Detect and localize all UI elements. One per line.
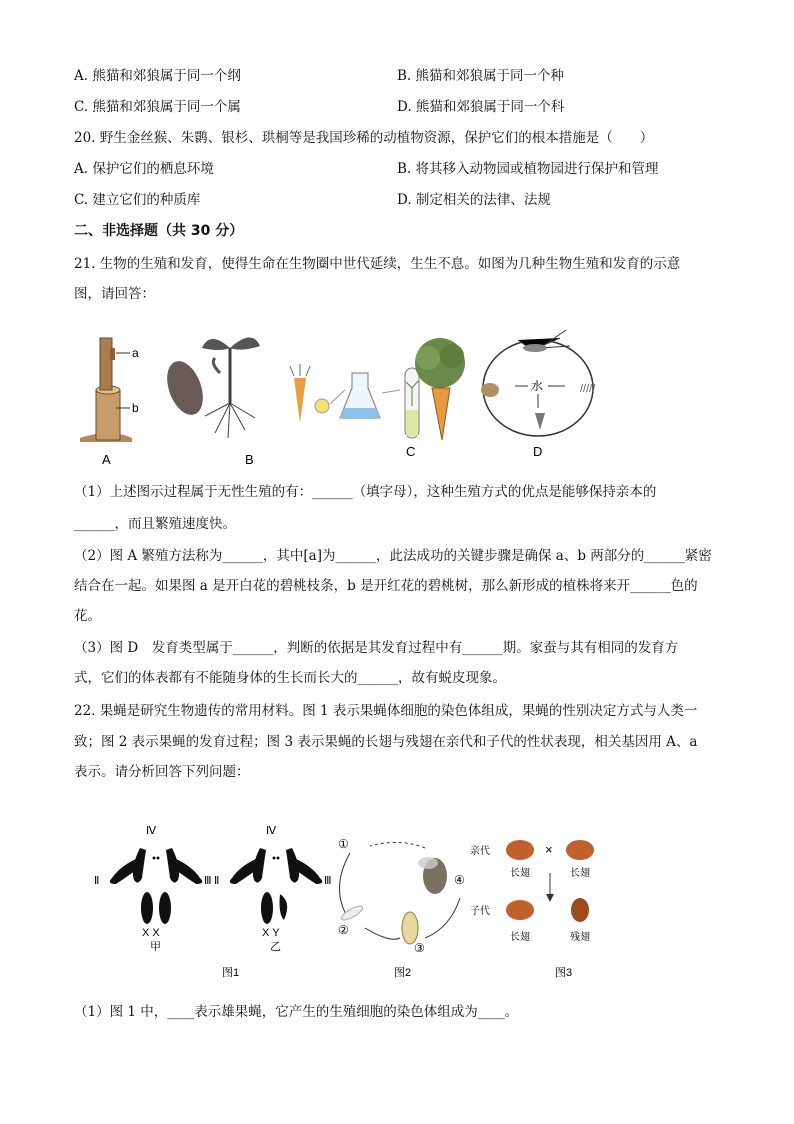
q19-option-a: A. 熊猫和郊狼属于同一个纲 [74, 68, 241, 84]
figure-d-caption: D [533, 444, 543, 459]
fig3-parent2-trait: 长翅 [570, 868, 590, 879]
fig1-yi-label: 乙 [270, 941, 281, 953]
fig2-step2: ② [338, 923, 349, 937]
q19-option-d: D. 熊猫和郊狼属于同一个科 [397, 99, 565, 115]
figure-a-caption: A [102, 452, 111, 467]
q22-part1: （1）图 1 中，____表示雄果蝇，它产生的生殖细胞的染色体组成为____。 [74, 1004, 519, 1020]
fig1-yi-iii: Ⅲ [324, 875, 332, 887]
fig3-offspring1-trait: 长翅 [510, 932, 530, 943]
q21-part2-line3: 花。 [74, 608, 101, 624]
q19-option-b: B. 熊猫和郊狼属于同一个种 [397, 68, 565, 84]
fig1-jia-xx: X X [142, 927, 160, 939]
q21-part1-line2: ______，而且繁殖速度快。 [74, 516, 236, 532]
fig3-parent-label: 亲代 [470, 846, 490, 857]
fig3-cross-symbol: × [545, 842, 553, 857]
fig3-caption: 图3 [555, 967, 573, 979]
q20-option-b: B. 将其移入动物园或植物园进行保护和管理 [397, 161, 659, 177]
fig2-step3: ③ [414, 941, 425, 955]
q20-stem: 20. 野生金丝猴、朱鹮、银杉、珙桐等是我国珍稀的动植物资源，保护它们的根本措施是（ ） [74, 130, 654, 146]
q21-figure [70, 318, 596, 468]
q21-stem-line2: 图，请回答： [74, 286, 155, 302]
q21-part3-line2: 式，它们的体表都有不能随身体的生长而长大的______，故有蜕皮现象。 [74, 670, 506, 686]
fig3-parent1-trait: 长翅 [510, 868, 530, 879]
fig1-yi-ii: Ⅱ [214, 875, 220, 887]
fig1-yi-chromosomes [230, 848, 323, 924]
figure-b-seedling [160, 337, 260, 438]
fig1-jia-chromosomes [110, 848, 203, 924]
q21-part3-line1: （3）图 D 发育类型属于______，判断的依据是其发育过程中有______期。家蚕与其有相同的发育方 [74, 640, 679, 656]
fig1-jia-label: 甲 [150, 941, 161, 953]
fig3-offspring-label: 子代 [470, 906, 490, 917]
q20-option-a: A. 保护它们的栖息环境 [74, 161, 214, 177]
fig1-jia-ii: Ⅱ [94, 875, 100, 887]
section-heading: 二、非选择题（共 30 分） [74, 223, 244, 239]
figure-a-label-a: a [132, 346, 139, 360]
fig1-jia-iv: Ⅳ [146, 825, 157, 837]
q19-option-c: C. 熊猫和郊狼属于同一个属 [74, 99, 241, 115]
q21-part1-line1: （1）上述图示过程属于无性生殖的有：______（填字母），这种生殖方式的优点是能够保持亲本的 [74, 484, 657, 500]
q22-figures [80, 818, 620, 983]
fig3-offspring2-trait: 残翅 [570, 932, 590, 943]
q22-stem-line2: 致；图 2 表示果蝇的发育过程；图 3 表示果蝇的长翅与残翅在亲代和子代的性状表现，相关基因用 A、a [74, 734, 698, 750]
fig1-yi-iv: Ⅳ [266, 825, 277, 837]
svg-text://///: ///// [580, 383, 596, 395]
fig2-step1: ① [338, 837, 349, 851]
q20-option-d: D. 制定相关的法律、法规 [397, 192, 551, 208]
fig2-step4: ④ [454, 873, 465, 887]
q21-part2-line1: （2）图 A 繁殖方法称为______，其中[a]为______，此法成功的关键步骤是确保 a、b 两部分的______紧密 [74, 548, 712, 564]
q22-stem-line3: 表示。请分析回答下列问题： [74, 764, 250, 780]
q20-option-c: C. 建立它们的种质库 [74, 192, 201, 208]
fig2-fly-cycle [339, 842, 460, 944]
figure-a-label-b: b [132, 401, 139, 415]
figure-c-tissue-culture [290, 338, 465, 440]
fig2-caption: 图2 [394, 967, 412, 979]
fig1-jia-iii: Ⅲ [204, 875, 212, 887]
figure-a-grafting [80, 338, 132, 442]
q22-stem-line1: 22. 果蝇是研究生物遗传的常用材料。图 1 表示果蝇体细胞的染色体组成，果蝇的性别决定方式与人类一 [74, 703, 698, 719]
q21-part2-line2: 结合在一起。如果图 a 是开白花的碧桃枝条，b 是开红花的碧桃树，那么新形成的植株将来开______色的 [74, 578, 698, 594]
fig1-yi-xy: X Y [262, 927, 280, 939]
figure-b-caption: B [245, 452, 254, 467]
figure-c-caption: C [406, 444, 416, 459]
figure-d-water-label: 水 [531, 379, 544, 393]
fig1-caption: 图1 [222, 967, 240, 979]
q21-stem-line1: 21. 生物的生殖和发育，使得生命在生物圈中世代延续，生生不息。如图为几种生物生殖和发育的示意 [74, 256, 681, 272]
